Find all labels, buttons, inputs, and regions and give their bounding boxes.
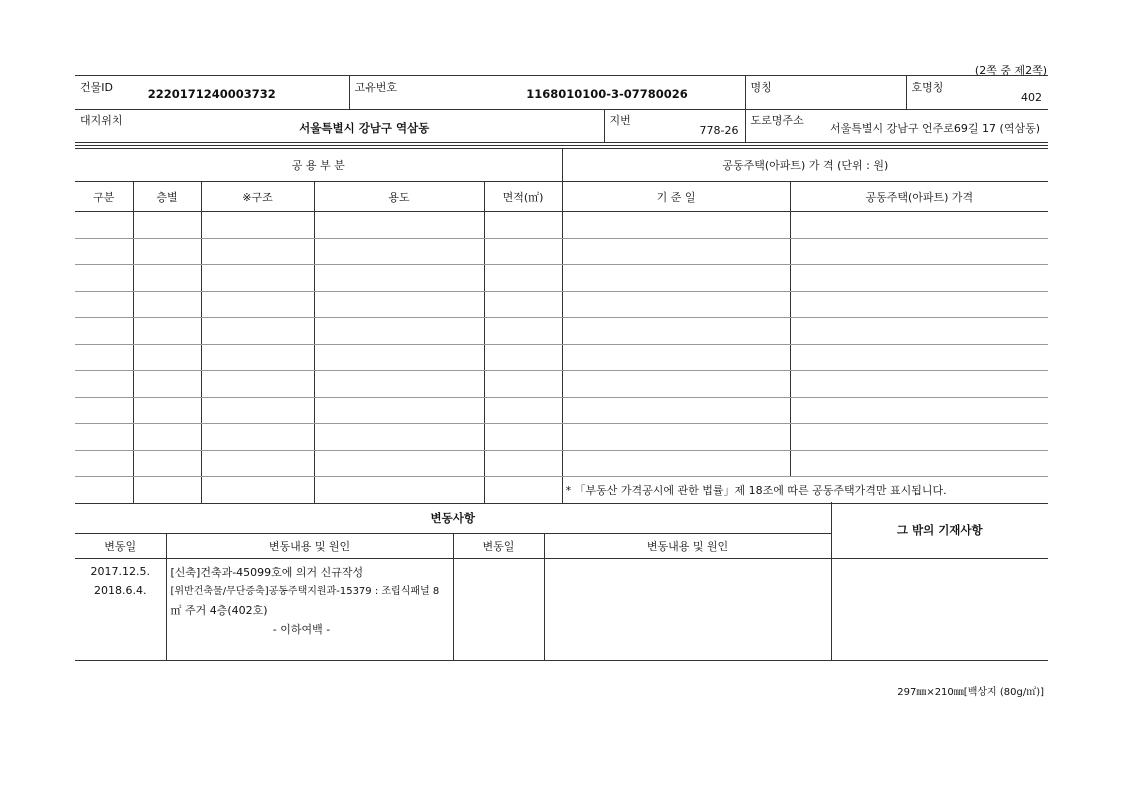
building-id-value: 2220171240003732 — [147, 87, 276, 101]
change-content-header-2: 변동내용 및 원인 — [544, 534, 831, 559]
col-apartment-price: 공동주택(아파트) 가격 — [790, 182, 1048, 212]
unique-no-label: 고유번호 — [354, 81, 398, 94]
table-row — [75, 212, 1048, 239]
road-address-value: 서울특별시 강남구 언주로69길 17 (역삼동) — [830, 122, 1040, 135]
name-label: 명칭 — [750, 81, 772, 94]
table-row — [75, 477, 1048, 504]
site-value: 서울특별시 강남구 역삼동 — [299, 121, 430, 135]
road-address-label: 도로명주소 — [750, 114, 804, 127]
page-indicator: (2쪽 중 제2쪽) — [974, 64, 1047, 77]
lot-value: 778-26 — [699, 124, 739, 137]
site-label: 대지위치 — [80, 114, 123, 127]
change-date: 2017.12.5. — [90, 565, 150, 578]
table-row — [75, 265, 1048, 292]
common-section-title: 공 용 부 분 — [75, 149, 562, 182]
col-base-date: 기 준 일 — [562, 182, 790, 212]
col-area: 면적(㎡) — [484, 182, 562, 212]
change-history-table — [75, 502, 1048, 661]
changes-title: 변동사항 — [75, 502, 831, 534]
change-content — [167, 559, 453, 639]
table-row — [75, 291, 1048, 318]
site-info-table — [75, 109, 1048, 143]
col-usage: 용도 — [314, 182, 484, 212]
other-entries-title: 그 밖의 기재사항 — [831, 502, 1048, 559]
change-date-header: 변동일 — [75, 534, 166, 559]
building-info-table — [75, 75, 1048, 110]
table-row — [75, 424, 1048, 451]
table-row — [75, 238, 1048, 265]
unit-label: 호명칭 — [911, 81, 944, 94]
paper-spec-note: 297㎜×210㎜[백상지 (80g/㎡)] — [897, 687, 1044, 698]
common-part-table — [75, 148, 1048, 504]
table-row — [75, 318, 1048, 345]
change-content-header: 변동내용 및 원인 — [166, 534, 453, 559]
unit-value: 402 — [1021, 91, 1042, 104]
change-entry: [신축]건축과-45099호에 의거 신규작성 — [170, 566, 364, 579]
change-date-header-2: 변동일 — [453, 534, 544, 559]
double-line-divider — [75, 145, 1048, 146]
end-of-entries-mark: - 이하여백 - — [272, 623, 331, 636]
table-row — [75, 397, 1048, 424]
change-entry-continued: ㎡ 주거 4층(402호) — [170, 604, 268, 617]
price-note: * 「부동산 가격공시에 관한 법률」제 18조에 따른 공동주택가격만 표시됩니다. — [562, 477, 1048, 504]
change-entry: [위반건축물/무단증축]공동주택지원과-15379 : 조립식패널 8 — [170, 586, 440, 597]
table-row — [75, 344, 1048, 371]
table-row — [75, 450, 1048, 477]
col-division: 구분 — [75, 182, 133, 212]
table-row — [75, 371, 1048, 398]
lot-label: 지번 — [609, 114, 631, 127]
col-structure: ※구조 — [201, 182, 314, 212]
col-floor: 층별 — [133, 182, 201, 212]
change-date: 2018.6.4. — [94, 584, 147, 597]
building-id-label: 건물ID — [80, 81, 113, 94]
price-section-title: 공동주택(아파트) 가 격 (단위 : 원) — [562, 149, 1048, 182]
unique-no-value: 1168010100-3-07780026 — [526, 87, 688, 101]
change-dates — [75, 559, 166, 600]
